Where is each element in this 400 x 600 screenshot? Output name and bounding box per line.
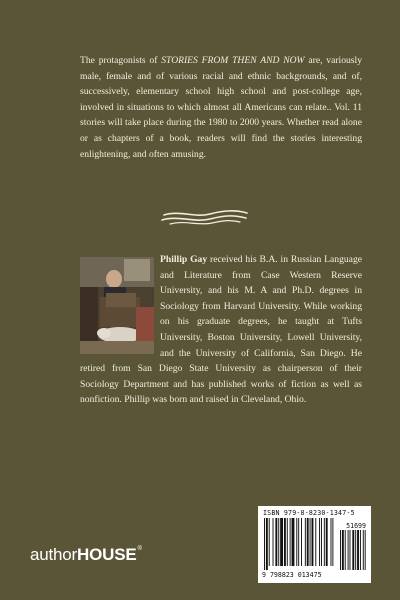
- price-code: 51699: [346, 522, 366, 530]
- blurb-intro: The protagonists of: [80, 55, 162, 66]
- book-blurb: [80, 53, 362, 162]
- photo-spacer: [80, 252, 160, 356]
- logo-part-author: author: [30, 545, 78, 564]
- ean-digits: 9 798823 013475: [262, 571, 322, 579]
- blurb-body: are, variously male, female and of various racial and ethnic backgrounds, and of, successively, elementary school high school and post-college age, involved in situations to which almost all Americans can relate.. Vol. 11 stories will take place during the 1980 to 2000 years. Whether read alone or as chapters of a book, readers will find the stories interesting enlightening, and often amusing.: [80, 55, 362, 160]
- author-bio-text: received his B.A. in Russian Language and Literature from Case Western Reserve University, and his M. A and Ph.D. degrees in Sociology from Harvard University. While working on his graduate degrees, he taught at Tufts University, Boston University, Lowell University, and the University of California, San Diego. He retired from San Diego State University as chairperson of their Sociology Department and has published works of fiction as well as nonfiction. Phillip was born and raised in Cleveland, Ohio.: [80, 254, 362, 406]
- decorative-flourish: [160, 207, 250, 227]
- logo-trademark: ®: [137, 546, 142, 552]
- logo-part-house: HOUSE: [77, 545, 137, 564]
- isbn-number: ISBN 979-8-8230-1347-5: [263, 509, 355, 517]
- blurb-book-title: STORIES FROM THEN AND NOW: [161, 55, 305, 66]
- author-bio: [80, 252, 362, 408]
- author-name: Phillip Gay: [160, 254, 208, 265]
- publisher-logo: [30, 545, 142, 565]
- isbn-barcode: [258, 506, 371, 583]
